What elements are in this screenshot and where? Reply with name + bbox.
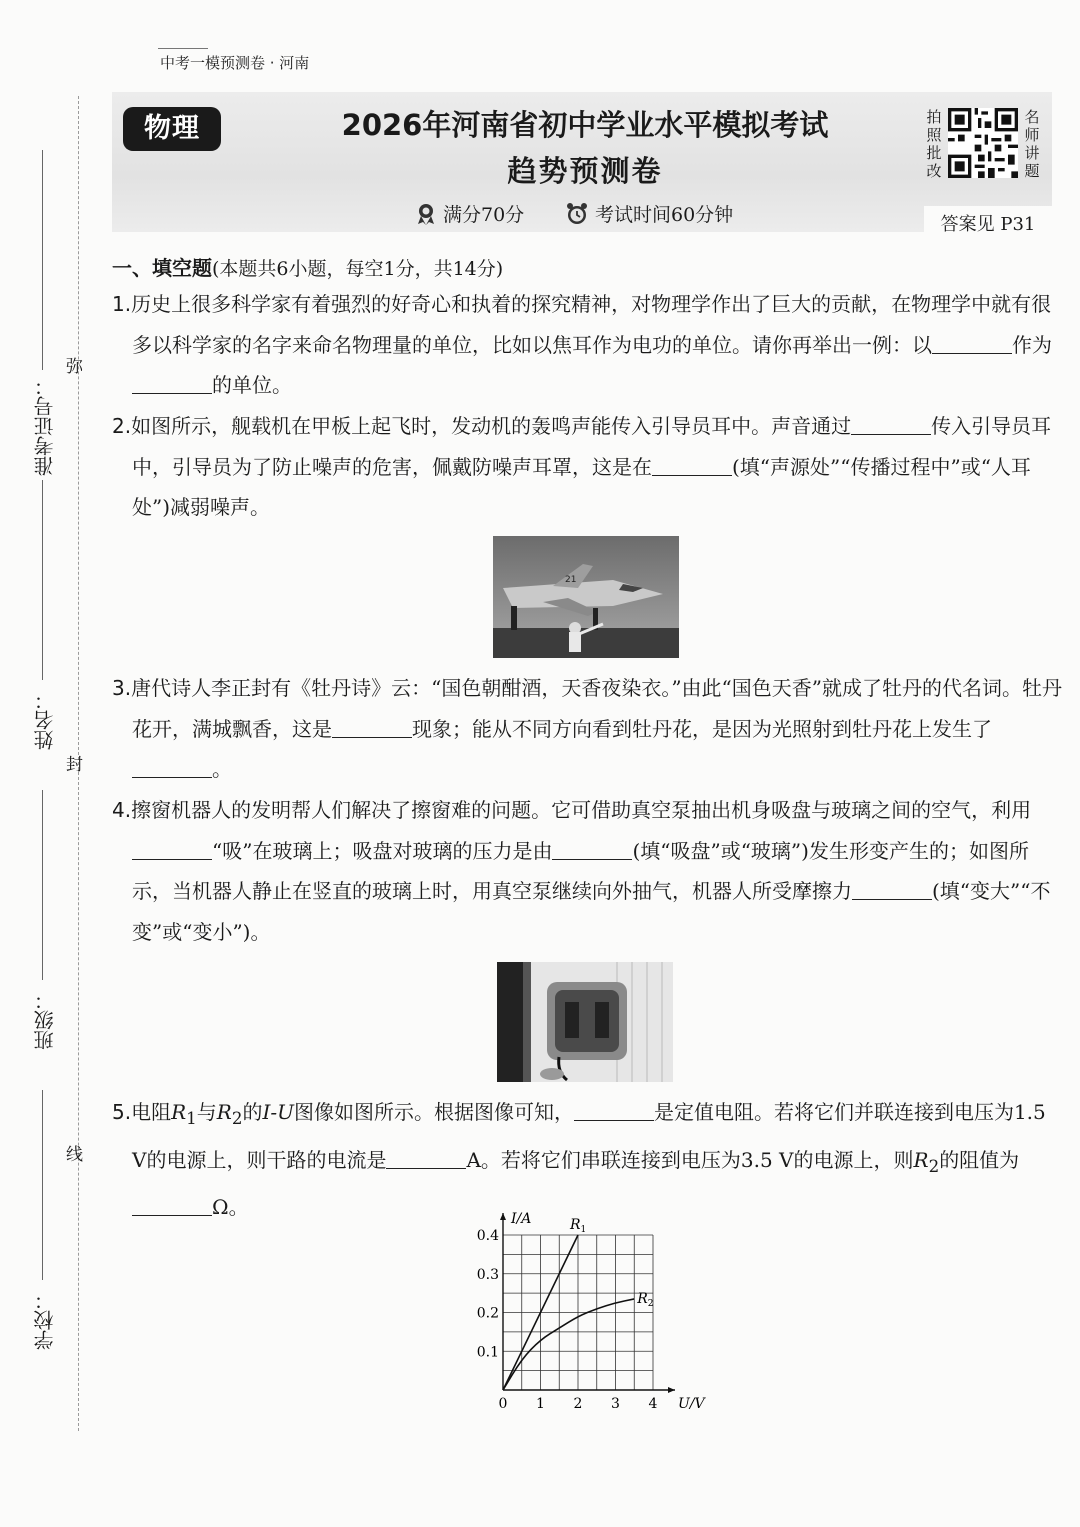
y-tick-label: 0.4 — [476, 1228, 499, 1244]
answer-reference: 答案见 P31 — [924, 206, 1052, 246]
subject-badge: 物理 — [123, 107, 221, 151]
x-tick-label: 2 — [573, 1396, 583, 1412]
medal-icon — [415, 202, 437, 226]
answer-blank[interactable] — [332, 717, 412, 738]
answer-blank[interactable] — [652, 455, 732, 476]
series-label: 中考一模预测卷 · 河南 — [160, 54, 310, 72]
series-rule — [158, 48, 208, 49]
alarm-clock-icon — [565, 202, 589, 226]
answer-blank[interactable] — [552, 839, 632, 860]
field-exam-number: 准考证号： — [33, 376, 57, 476]
section-heading: 一、填空题(本题共6小题，每空1分，共14分) — [112, 256, 504, 280]
y-tick-label: 0.3 — [476, 1266, 499, 1283]
y-tick-label: 0.1 — [476, 1344, 499, 1361]
qr-caption-right: 名 师 讲 题 — [1024, 108, 1040, 180]
x-axis-label: U/V — [678, 1396, 705, 1412]
exam-title: 2026年河南省初中学业水平模拟考试 — [341, 108, 829, 142]
answer-blank[interactable] — [852, 879, 932, 900]
exam-subtitle: 趋势预测卷 — [507, 154, 663, 188]
answer-blank[interactable] — [132, 1195, 212, 1216]
carrier-jet-photo — [493, 536, 679, 658]
field-school: 学校： — [33, 1290, 57, 1350]
question-3: 3.唐代诗人李正封有《牡丹诗》云：“国色朝酣酒，天香夜染衣。”由此“国色天香”就成了牡丹的代名词。牡丹花开，满城飘香，这是 现象；能从不同方向看到牡丹花，是因为光照射到牡丹花上发生了。 — [112, 676, 1062, 781]
question-1: 1.历史上很多科学家有着强烈的好奇心和执着的探究精神，对物理学作出了巨大的贡献，在物理学中就有很多以科学家的名字来命名物理量的单位，比如以焦耳作为电功的单位。请你再举出一例：以 作为的单位。 — [112, 292, 1052, 397]
full-score-text: 满分70分 — [443, 204, 525, 226]
x-tick-label: 4 — [648, 1396, 658, 1412]
exam-time-info — [565, 200, 733, 227]
exam-time-text: 考试时间60分钟 — [595, 204, 734, 226]
full-score-info — [415, 200, 524, 227]
x-tick-label: 3 — [611, 1396, 620, 1412]
field-name-line[interactable] — [42, 480, 43, 680]
answer-blank[interactable] — [132, 839, 212, 860]
question-4: 4.擦窗机器人的发明帮人们解决了擦窗难的问题。它可借助真空泵抽出机身吸盘与玻璃之间的空气，利用“吸”在玻璃上；吸盘对玻璃的压力是由 (填“吸盘”或“玻璃”)发生形变产生的；如图所示，当机器人静止在竖直的玻璃上时，用真空泵继续向外抽气，机器人所受摩擦力 (填“变大”“不变”或“变小”)。 — [112, 798, 1051, 944]
seal-mark-mi: 弥 — [66, 357, 83, 377]
x-tick-label: 1 — [536, 1396, 545, 1412]
x-tick-label: 0 — [498, 1396, 508, 1412]
series-label-r2: $R_2$ — [637, 1290, 654, 1309]
answer-blank[interactable] — [574, 1100, 654, 1121]
field-class: 班级： — [33, 990, 57, 1050]
iu-chart — [470, 1210, 705, 1420]
series-label-r1: $R_1$ — [570, 1217, 587, 1235]
seal-mark-feng: 封 — [66, 755, 83, 775]
qr-caption-left: 拍 照 批 改 — [926, 108, 942, 180]
y-axis-arrow — [500, 1213, 506, 1220]
jet-number-label: 21 — [565, 575, 577, 585]
y-axis-label: I/A — [511, 1211, 532, 1227]
answer-blank[interactable] — [132, 373, 212, 394]
y-tick-label: 0.2 — [476, 1305, 499, 1322]
field-exam-number-line[interactable] — [42, 150, 43, 370]
field-class-line[interactable] — [42, 790, 43, 980]
seal-mark-xian: 线 — [66, 1145, 83, 1165]
qr-code-icon[interactable] — [948, 108, 1018, 178]
answer-blank[interactable] — [132, 757, 212, 778]
answer-blank[interactable] — [386, 1148, 466, 1169]
window-robot-photo — [497, 962, 673, 1082]
question-5: 5.电阻$R_1$与$R_2$的I-U图像如图所示。根据图像可知， 是定值电阻。若将它们并联连接到电压为1.5 V的电源上，则干路的电流是 A。若将它们串联连接到电压为3.5 V的电源上，则$R_2$的阻值为Ω。 — [112, 1100, 1046, 1219]
answer-blank[interactable] — [932, 333, 1012, 354]
question-2: 2.如图所示，舰载机在甲板上起飞时，发动机的轰鸣声能传入引导员耳中。声音通过 传入引导员耳中，引导员为了防止噪声的危害，佩戴防噪声耳罩，这是在 (填“声源处”“传播过程中”或“人耳处”)减弱噪声。 — [112, 414, 1052, 519]
answer-blank[interactable] — [851, 414, 931, 435]
field-name: 姓名： — [33, 690, 57, 750]
field-school-line[interactable] — [42, 1090, 43, 1280]
x-axis-arrow — [668, 1387, 675, 1393]
